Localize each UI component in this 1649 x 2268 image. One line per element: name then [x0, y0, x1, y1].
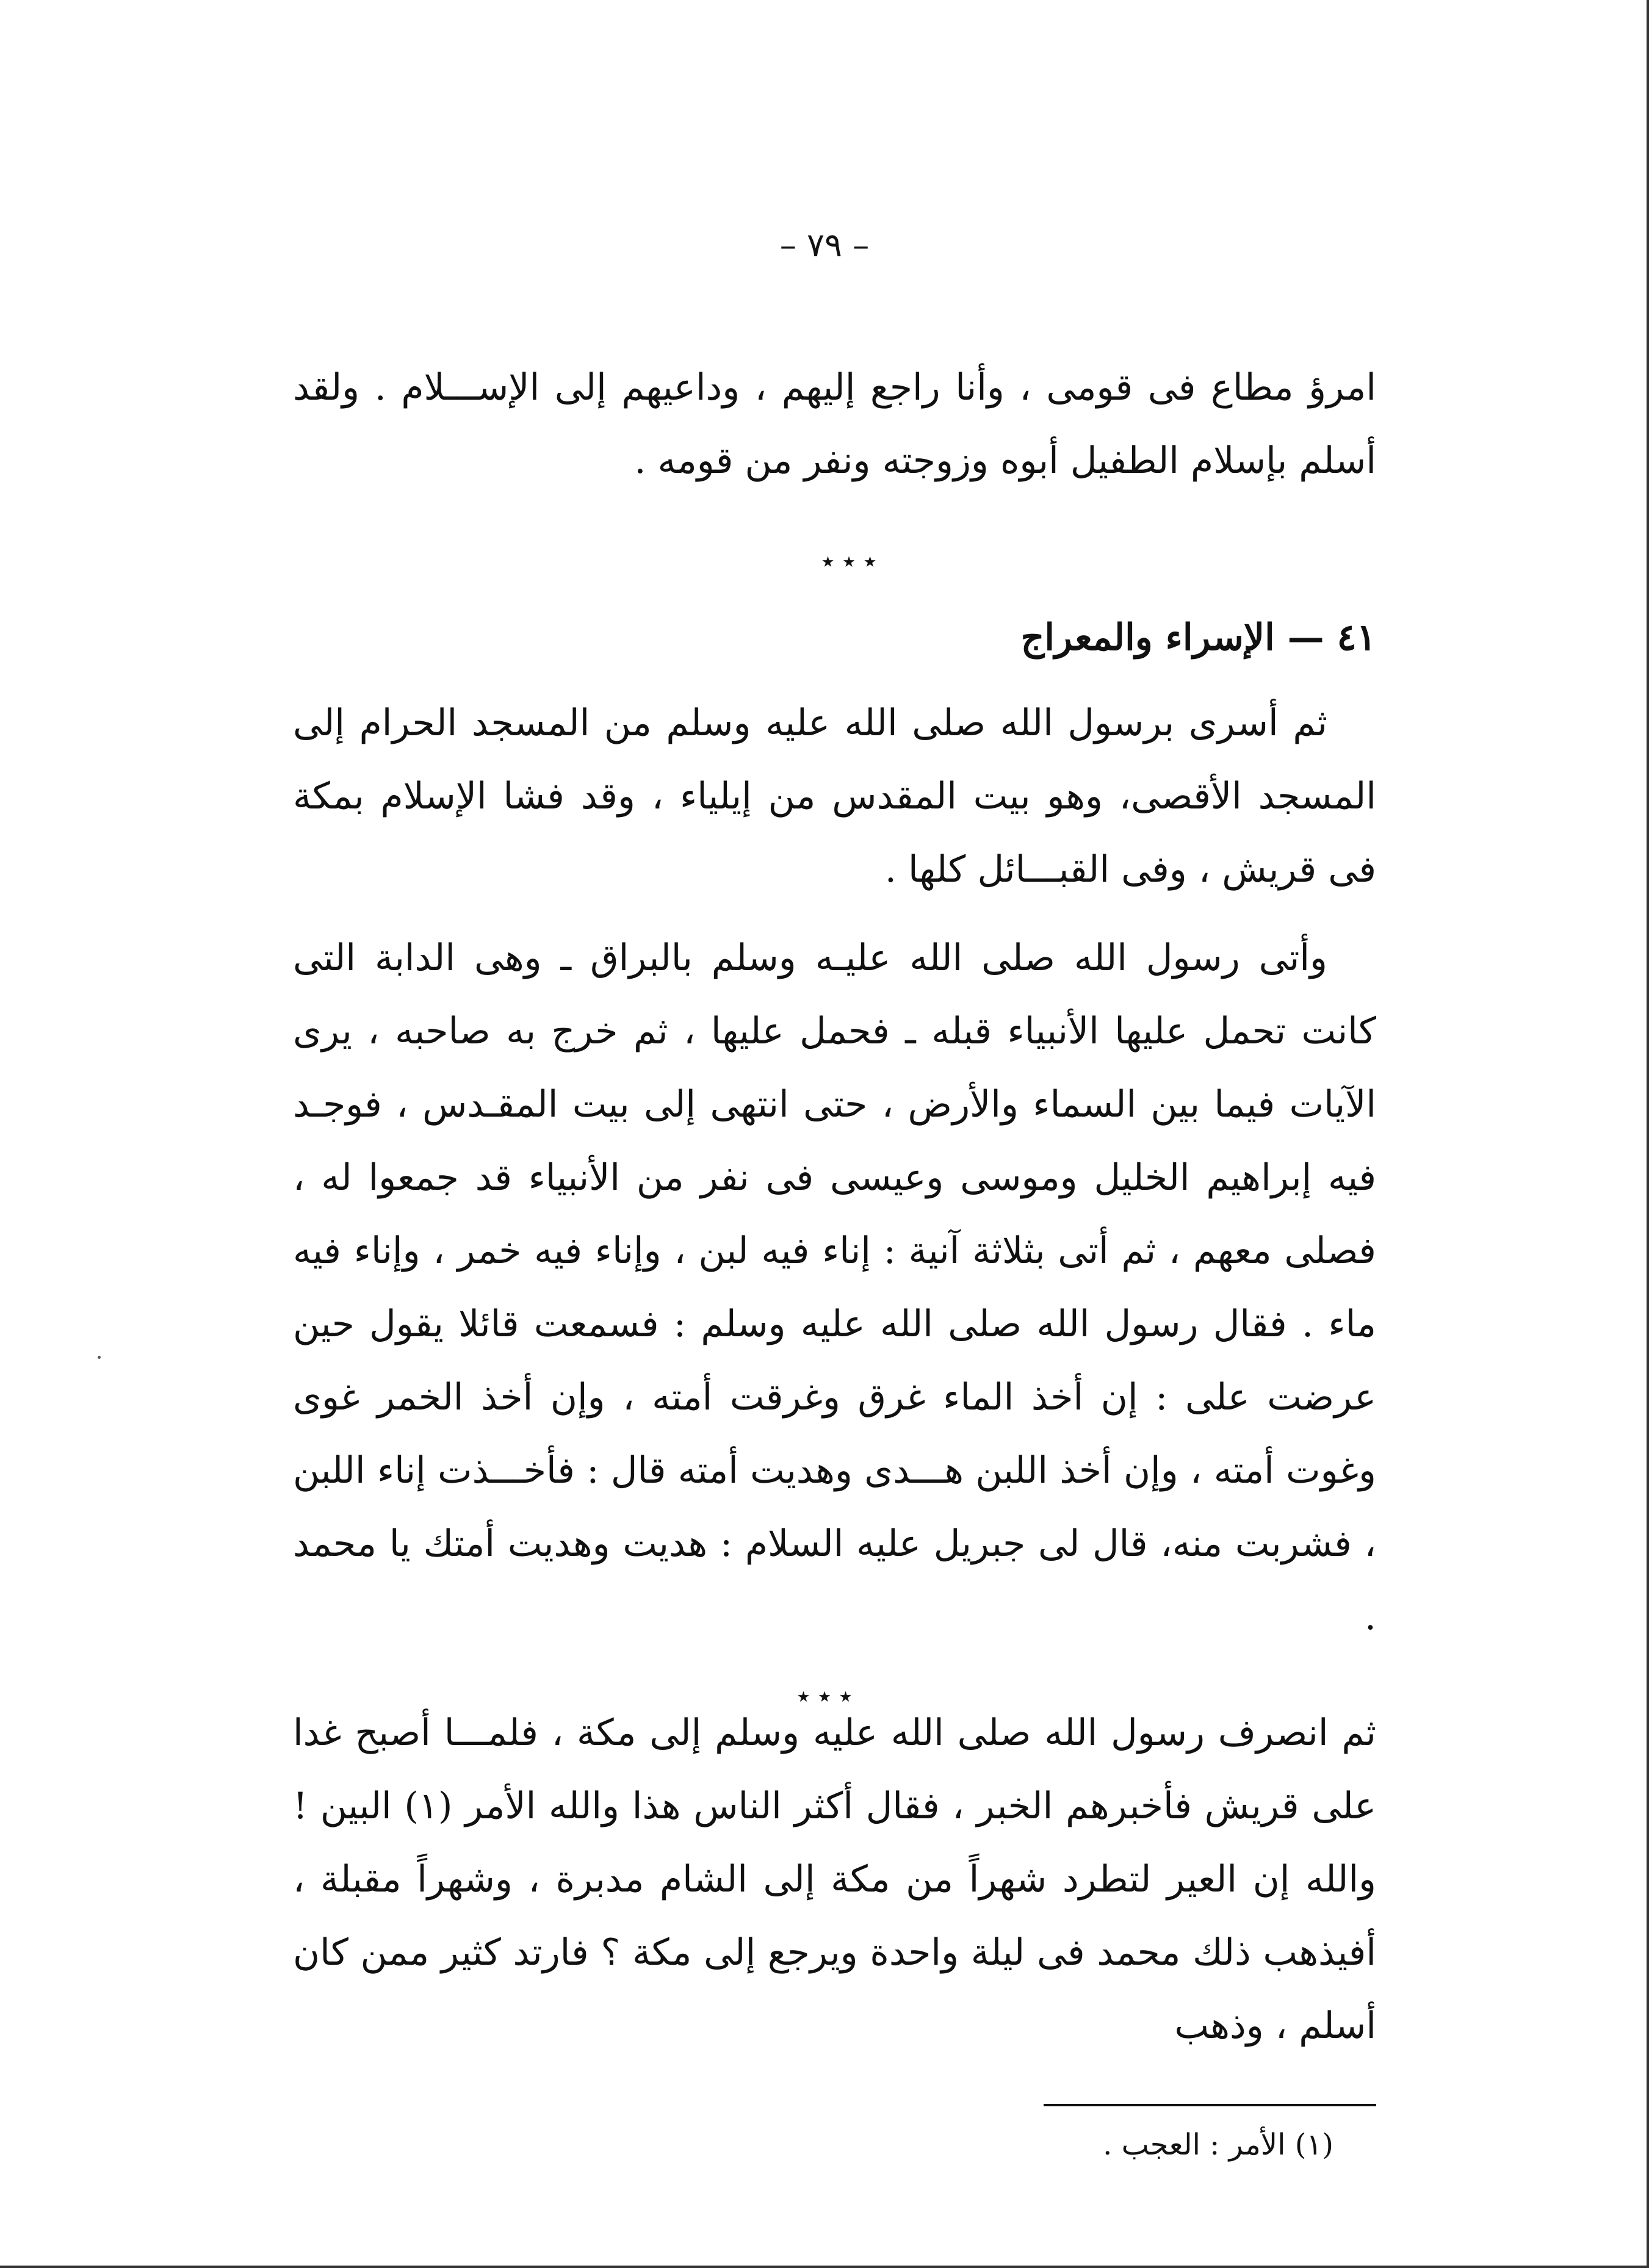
page-edge-bottom — [0, 2266, 1649, 2268]
scan-speck — [98, 1356, 101, 1359]
paragraph-buraq — [293, 921, 1376, 1654]
footnote-rule — [1044, 2104, 1376, 2106]
paragraph-isra — [293, 686, 1376, 906]
page-edge-right — [1647, 0, 1649, 2268]
paragraph-buraq-text: وأتى رسول الله صلى الله عليـه وسلم بالبراق ـ وهى الدابة التى كانت تحمل عليها الأنبياء قبله ـ فحمل عليها ، ثم خرج به صاحبه ، يرى الآيات فيما بين السماء والأرض ، حتى انتهى إلى بيت المقـدس ، فوجـد فيه إبراهيم الخليل وموسى وعيسى فى نفر من الأنبياء قد جمعوا له ، فصلى معهم ، ثم أتى بثلاثة آنية : إناء فيه لبن ، وإناء فيه خمر ، وإناء فيه ماء . فقال رسول الله صلى الله عليه وسلم : فسمعت قائلا يقول حين عرضت على : إن أخذ الماء غرق وغرقت أمته ، وإن أخذ الخمر غوى وغوت أمته ، وإن أخذ اللبن هـــدى وهديت أمته قال : فأخـــذت إناء اللبن ، فشربت منه، قال لى جبريل عليه السلام : هديت وهديت أمتك يا محمد . — [293, 937, 1376, 1638]
footnote: (١) الأمر : العجب . — [1103, 2128, 1333, 2162]
paragraph-intro: امرؤ مطاع فى قومى ، وأنا راجع إليهم ، وداعيهم إلى الإســـلام . ولقد أسلم بإسلام الطفيل أبوه وزوجته ونفر من قومه . — [293, 366, 1376, 482]
section-separator-2: ٭ ٭ ٭ — [796, 1682, 853, 1710]
section-heading: ٤١ — الإسراء والمعراج — [1020, 616, 1376, 659]
page-number: – ٧٩ – — [779, 226, 870, 264]
paragraph-return: ثم انصرف رسول الله صلى الله عليه وسلم إلى مكة ، فلمـــا أصبح غدا على قريش فأخبرهم الخبر ، فقال أكثر الناس هذا والله الأمر (١) البين ! والله إن العير لتطرد شهراً من مكة إلى الشام مدبرة ، وشهراً مقبلة ، أفيذهب ذلك محمد فى ليلة واحدة ويرجع إلى مكة ؟ فارتد كثير ممن كان أسلم ، وذهب — [293, 1712, 1377, 2047]
section-separator-1: ٭ ٭ ٭ — [821, 547, 877, 575]
paragraph-isra-text: ثم أسرى برسول الله صلى الله عليه وسلم من المسجد الحرام إلى المسجد الأقصى، وهو بيت المقدس من إيلياء ، وقد فشا الإسلام بمكة فى قريش ، وفى القبـــائل كلها . — [293, 702, 1376, 891]
